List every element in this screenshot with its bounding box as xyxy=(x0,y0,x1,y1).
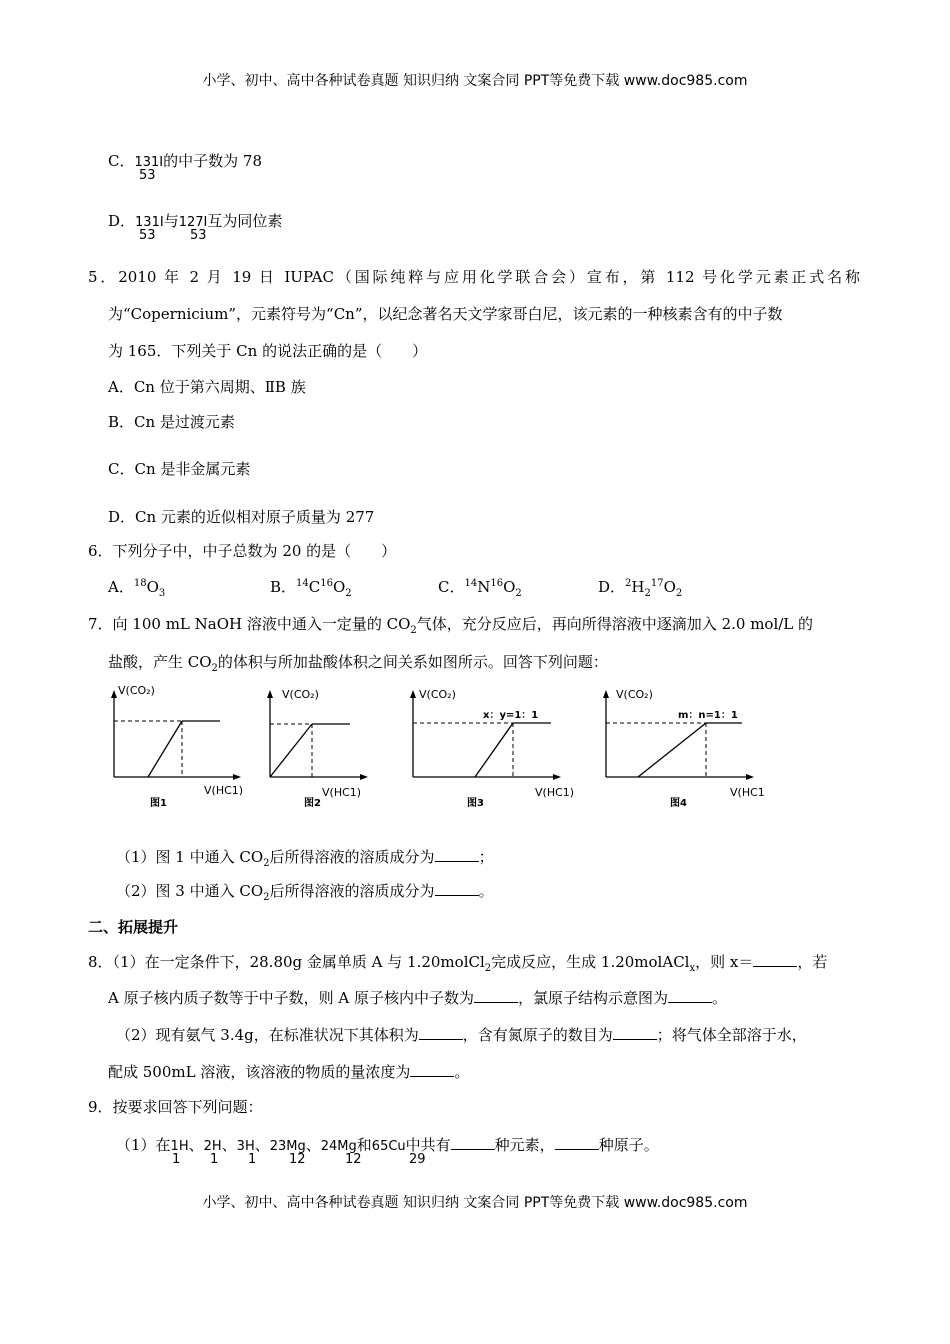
q8-l2-c: 。 xyxy=(712,989,728,1007)
q7-l1-b: 气体，充分反应后，再向所得溶液中逐滴加入 2.0 mol/L 的 xyxy=(416,615,814,633)
figure-2-caption: 图2 xyxy=(304,798,321,809)
q9-nuclide-3: 3H xyxy=(236,1139,255,1154)
figure-3-ylabel: V(CO₂) xyxy=(419,688,456,701)
q6-a-sub: 3 xyxy=(158,588,166,599)
q4-d-atomic-number-1: 53 xyxy=(139,228,156,243)
q6-option-c xyxy=(438,576,522,597)
figure-2-ylabel: V(CO₂) xyxy=(282,688,319,701)
q7-p2-a: （2）图 3 中通入 CO xyxy=(116,882,264,900)
q5-option-b: B．Cn 是过渡元素 xyxy=(108,413,235,431)
q6-b-c: C xyxy=(308,578,321,596)
q6-d-sup2: 17 xyxy=(650,578,664,589)
figure-4-caption: 图4 xyxy=(670,798,687,809)
q7-l1-sub: 2 xyxy=(410,625,417,636)
q6-option-d xyxy=(598,576,682,597)
q8-l2-b: ，氯原子结构示意图为 xyxy=(517,989,668,1007)
q6-d-h: H xyxy=(631,578,645,596)
q8-line-3 xyxy=(116,1024,807,1045)
page-header: 小学、初中、高中各种试卷真题 知识归纳 文案合同 PPT等免费下载 www.doc985.com xyxy=(202,73,748,89)
q7-p1-answer-blank[interactable] xyxy=(435,847,479,862)
q7-line-2 xyxy=(108,651,608,672)
q5-option-c: C．Cn 是非金属元素 xyxy=(108,460,251,478)
q4-d-mass2: 127I xyxy=(178,215,208,230)
q9-p1-a: （1）在 xyxy=(116,1136,171,1154)
section-title: 二、拓展提升 xyxy=(88,918,179,936)
q8-line-4 xyxy=(108,1061,469,1082)
q9-z-6: 29 xyxy=(409,1152,426,1167)
q9-p1-d: 种原子。 xyxy=(598,1136,659,1154)
figure-3-caption: 图3 xyxy=(467,798,484,809)
q7-part-1 xyxy=(116,846,494,867)
q8-l4-a: 配成 500mL 溶液，该溶液的物质的量浓度为 xyxy=(108,1063,411,1081)
q6-d-sup1: 2 xyxy=(625,578,632,589)
q9-z-3: 1 xyxy=(248,1152,257,1167)
q8-l1-sub1: 2 xyxy=(484,963,492,974)
q6-b-sup2: 16 xyxy=(320,578,333,589)
q6-c-sup1: 14 xyxy=(464,578,478,589)
q8-l1-d: ，若 xyxy=(797,953,828,971)
q7-p2-end: 。 xyxy=(478,882,494,900)
figure-1-caption: 图1 xyxy=(150,798,167,809)
q7-p2-answer-blank[interactable] xyxy=(435,881,479,896)
q8-line-1 xyxy=(88,951,827,972)
q8-nitrogen-count-blank[interactable] xyxy=(613,1025,657,1040)
q4-d-atomic-number-2: 53 xyxy=(190,228,207,243)
q7-l2-sub: 2 xyxy=(211,663,218,674)
q9-nuclide-1: 1H xyxy=(170,1139,189,1154)
q9-z-2: 1 xyxy=(210,1152,219,1167)
figure-2-xlabel: V(HC1) xyxy=(322,786,362,799)
figure-4-ylabel: V(CO₂) xyxy=(616,688,653,701)
q9-nuclide-6: 65Cu xyxy=(371,1139,406,1154)
figure-3 xyxy=(405,682,585,812)
q6-c-sub: 2 xyxy=(515,588,522,599)
q5-line-3: 为 165．下列关于 Cn 的说法正确的是（ ） xyxy=(108,342,428,360)
q6-a-sup: 18 xyxy=(133,578,147,589)
q7-line-1 xyxy=(88,613,813,634)
q5-line-1: 5．2010 年 2 月 19 日 IUPAC（国际纯粹与应用化学联合会）宣布，第 112 号化学元素正式名称 xyxy=(88,268,860,286)
q8-concentration-blank[interactable] xyxy=(410,1062,454,1077)
figure-1-xlabel: V(HC1) xyxy=(204,784,244,797)
q9-z-1: 1 xyxy=(172,1152,181,1167)
q7-p1-sub: 2 xyxy=(263,858,270,869)
q4-option-c xyxy=(108,150,262,171)
q6-d-sub2: 2 xyxy=(675,588,683,599)
q4-d-prefix: D． xyxy=(108,212,136,230)
q6-c-n: N xyxy=(477,578,491,596)
q9-sep-4: 、 xyxy=(305,1136,321,1154)
q6-b-o: O xyxy=(332,578,346,596)
q7-p2-b: 后所得溶液的溶质成分为 xyxy=(269,882,435,900)
figure-3-ratio: x：y=1：1 xyxy=(483,710,539,721)
q4-c-prefix: C． xyxy=(108,152,135,170)
q6-c-sup2: 16 xyxy=(490,578,504,589)
q7-l1-a: 7．向 100 mL NaOH 溶液中通入一定量的 CO xyxy=(88,615,411,633)
q7-part-2 xyxy=(116,880,494,901)
page-footer: 小学、初中、高中各种试卷真题 知识归纳 文案合同 PPT等免费下载 www.doc985.com xyxy=(202,1195,748,1211)
q7-l2-a: 盐酸，产生 CO xyxy=(108,653,212,671)
q4-d-mid: 与 xyxy=(163,212,179,230)
q6-a-label: A． xyxy=(108,578,134,596)
q6-option-b xyxy=(270,576,352,597)
q6-d-sub1: 2 xyxy=(644,588,651,599)
q8-l3-c: ；将气体全部溶于水， xyxy=(656,1026,807,1044)
q8-neutron-answer-blank[interactable] xyxy=(474,988,518,1003)
q7-p1-end: ； xyxy=(478,848,494,866)
q9-sep-2: 、 xyxy=(221,1136,237,1154)
q9-z-5: 12 xyxy=(345,1152,362,1167)
q4-d-text: 互为同位素 xyxy=(207,212,283,230)
q9-p1-c: 种元素， xyxy=(494,1136,555,1154)
q9-sep-1: 、 xyxy=(188,1136,204,1154)
q5-option-d: D．Cn 元素的近似相对原子质量为 277 xyxy=(108,508,375,526)
q8-line-2 xyxy=(108,987,727,1008)
q8-l3-b: ，含有氮原子的数目为 xyxy=(462,1026,613,1044)
q9-nuclide-4: 23Mg xyxy=(269,1139,306,1154)
figure-4-xlabel: V(HC1 xyxy=(730,786,765,799)
q9-part-1 xyxy=(116,1134,659,1155)
q4-c-text: 的中子数为 78 xyxy=(163,152,262,170)
q8-x-answer-blank[interactable] xyxy=(753,952,797,967)
q7-l2-b: 的体积与所加盐酸体积之间关系如图所示。回答下列问题： xyxy=(217,653,608,671)
q4-c-mass: 131I xyxy=(134,155,164,170)
q6-c-label: C． xyxy=(438,578,465,596)
q6-a-main: O xyxy=(146,578,159,596)
q9-nuclide-5: 24Mg xyxy=(320,1139,357,1154)
q5-line-2: 为“Copernicium”，元素符号为“Cn”，以纪念著名天文学家哥白尼，该元素的一种核素含有的中子数 xyxy=(108,305,783,323)
q9-stem: 9．按要求回答下列问题： xyxy=(88,1098,263,1116)
q7-p1-a: （1）图 1 中通入 CO xyxy=(116,848,264,866)
q8-l1-sub2: x xyxy=(689,963,696,974)
q7-p2-sub: 2 xyxy=(263,892,270,903)
figure-1-ylabel: V(CO₂) xyxy=(118,684,155,697)
q9-sep-3: 、 xyxy=(254,1136,270,1154)
q8-l4-b: 。 xyxy=(454,1063,470,1081)
q9-element-count-blank[interactable] xyxy=(451,1135,495,1150)
figure-3-xlabel: V(HC1) xyxy=(535,786,575,799)
q7-p1-b: 后所得溶液的溶质成分为 xyxy=(269,848,435,866)
q6-b-label: B． xyxy=(270,578,297,596)
q9-nuclide-2: 2H xyxy=(203,1139,222,1154)
q8-chlorine-diagram-blank[interactable] xyxy=(668,988,712,1003)
q8-l1-a: 8．（1）在一定条件下，28.80g 金属单质 A 与 1.20molCl xyxy=(88,953,485,971)
q8-l2-a: A 原子核内质子数等于中子数，则 A 原子核内中子数为 xyxy=(108,989,474,1007)
q9-sep-5: 和 xyxy=(356,1136,372,1154)
q6-b-sub: 2 xyxy=(345,588,352,599)
q6-option-a xyxy=(108,576,165,597)
q6-c-o: O xyxy=(503,578,516,596)
q4-c-atomic-number: 53 xyxy=(139,168,156,183)
q8-l1-c: ，则 x＝ xyxy=(695,953,754,971)
q8-volume-answer-blank[interactable] xyxy=(419,1025,463,1040)
q4-d-mass1: 131I xyxy=(135,215,164,230)
q9-z-4: 12 xyxy=(289,1152,306,1167)
q8-l3-a: （2）现有氨气 3.4g，在标准状况下其体积为 xyxy=(116,1026,419,1044)
q6-d-o: O xyxy=(663,578,676,596)
q6-b-sup1: 14 xyxy=(296,578,309,589)
figure-4 xyxy=(598,682,778,812)
q9-atom-count-blank[interactable] xyxy=(555,1135,599,1150)
figure-4-ratio: m：n=1：1 xyxy=(678,710,738,721)
q6-d-label: D． xyxy=(598,578,626,596)
q6-stem: 6．下列分子中，中子总数为 20 的是（ ） xyxy=(88,542,397,560)
q9-p1-b: 中共有 xyxy=(405,1136,451,1154)
q5-option-a: A．Cn 位于第六周期、ⅡB 族 xyxy=(108,378,306,396)
figure-2 xyxy=(262,682,392,812)
figure-1 xyxy=(100,682,260,812)
q8-l1-b: 完成反应，生成 1.20molACl xyxy=(491,953,690,971)
